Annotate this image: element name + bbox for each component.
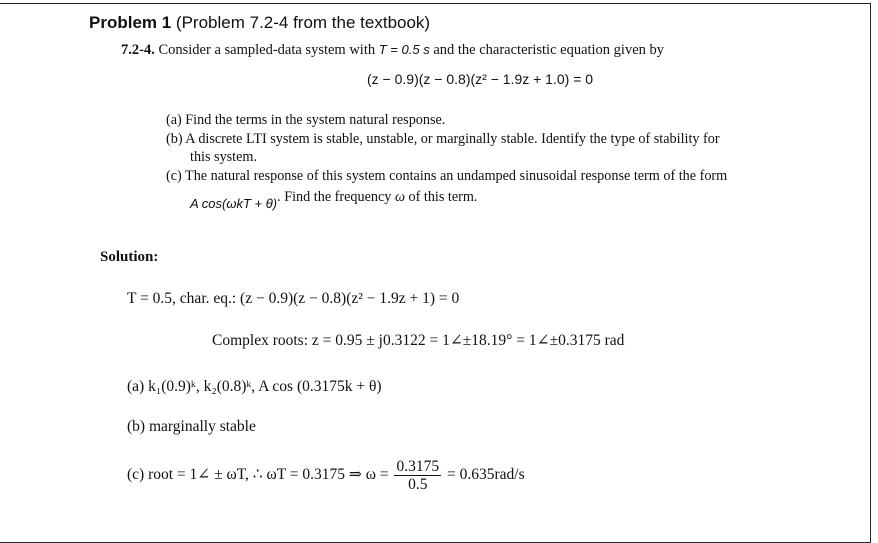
solution-part-b: (b) marginally stable: [127, 418, 256, 435]
problem-number: 7.2-4.: [121, 42, 155, 58]
solution-result: = 0.635rad/s: [446, 466, 525, 484]
solution-part-a: (a) k₁(0.9)ᵏ, k₂(0.8)ᵏ, A cos (0.3175k + θ): [127, 378, 382, 395]
part-a: (a) Find the terms in the system natural response.: [166, 112, 446, 128]
omega-fraction: [394, 458, 441, 493]
omega-symbol: ω: [394, 189, 405, 205]
characteristic-equation: (z − 0.9)(z − 0.8)(z² − 1.9z + 1.0) = 0: [367, 71, 594, 87]
solution-part-c: [127, 458, 525, 493]
statement-text-after: and the characteristic equation given by: [429, 42, 665, 58]
part-c-line2: [190, 189, 478, 211]
solution-line-1: T = 0.5, char. eq.: (z − 0.9)(z − 0.8)(z² − 1.9z + 1) = 0: [127, 290, 460, 307]
problem-title-rest: (Problem 7.2-4 from the textbook): [171, 13, 431, 32]
part-b-line1: (b) A discrete LTI system is stable, unstable, or marginally stable. Identify the type of stability for: [166, 131, 720, 147]
part-b-line2: this system.: [190, 149, 258, 165]
solution-heading: Solution:: [100, 249, 159, 265]
problem-statement: [121, 42, 664, 59]
solution-part-c-text: (c) root = 1∠ ± ωT, ∴ ωT = 0.3175 ⇒ ω =: [127, 466, 389, 484]
part-c-line1: (c) The natural response of this system contains an undamped sinusoidal response term of the form: [166, 168, 728, 184]
fraction-denominator: 0.5: [408, 476, 428, 493]
problem-title-bold: Problem 1: [89, 13, 172, 32]
part-c-text: . Find the frequency: [277, 189, 395, 205]
problem-title: [89, 13, 430, 33]
part-c-text-end: of this term.: [404, 189, 478, 205]
statement-text-before: Consider a sampled-data system with: [154, 42, 379, 58]
sampling-period: T = 0.5 s: [378, 42, 430, 57]
sinusoid-form: A cos(ωkT + θ): [190, 196, 278, 211]
fraction-numerator: 0.3175: [396, 458, 440, 475]
solution-line-2: Complex roots: z = 0.95 ± j0.3122 = 1∠±18.19° = 1∠±0.3175 rad: [212, 332, 625, 349]
